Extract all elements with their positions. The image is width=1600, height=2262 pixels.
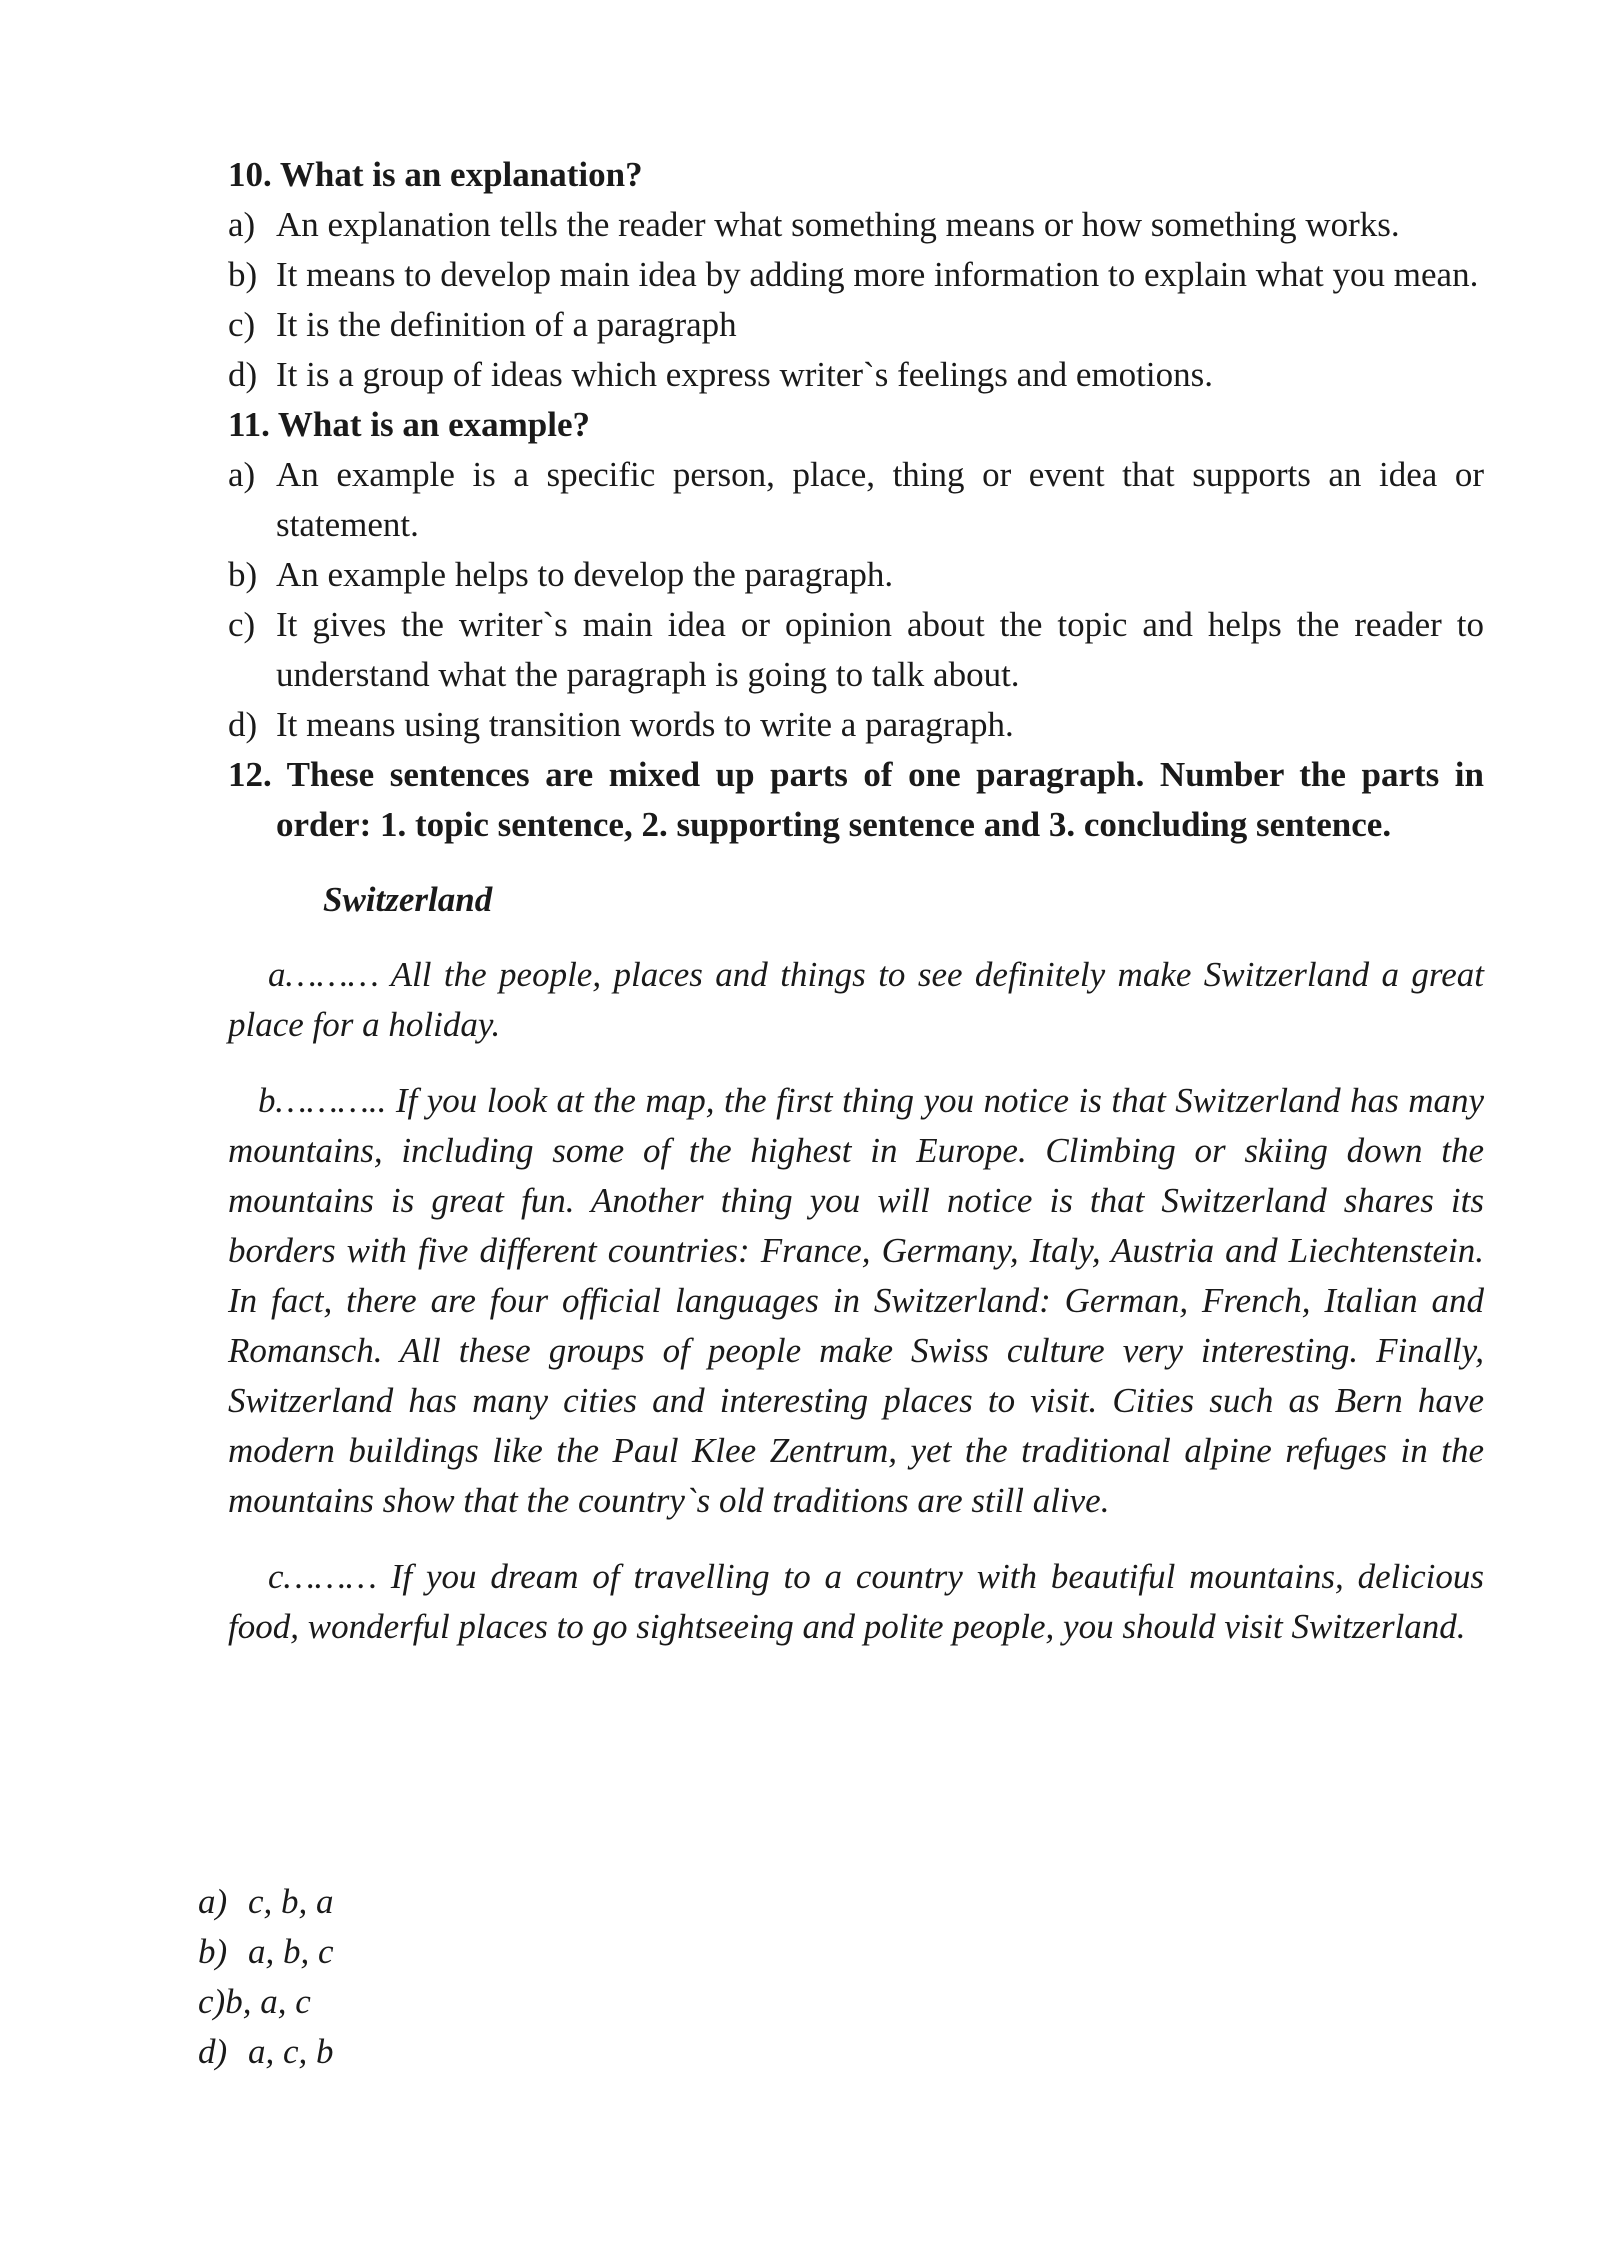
document-content [228, 150, 1484, 1678]
option-item [228, 700, 1484, 750]
option-item [228, 450, 1484, 550]
option-item [228, 600, 1484, 700]
answer-text: a, b, c [248, 1932, 334, 1971]
answer-option [198, 1927, 334, 1977]
option-item [228, 550, 1484, 600]
option-text: It means using transition words to write a paragraph. [276, 705, 1014, 744]
question-12 [228, 750, 1484, 850]
option-label: b) [228, 255, 258, 294]
question-title: 10. What is an explanation? [228, 155, 643, 194]
passage-title: Switzerland [323, 880, 493, 919]
paragraph-text: b……….. If you look at the map, the first thing you notice is that Switzerland has many mountains, including some of the highest in Europe. Climbing or skiing down the mountains is great fun. Another thing you will notice is that Switzerland shares its borders with five different countries: France, Germany, Italy, Austria and Liechtenstein. In fact, there are four official languages in Switzerland: German, French, Italian and Romansch. All these groups of people make Swiss culture very interesting. Finally, Switzerland has many cities and interesting places to visit. Cities such as Bern have modern buildings like the Paul Klee Zentrum, yet the traditional alpine refuges in the mountains show that the country`s old traditions are still alive. [228, 1081, 1484, 1520]
option-label: d) [228, 705, 258, 744]
option-text: It means to develop main idea by adding more information to explain what you mean. [276, 255, 1479, 294]
paragraph-text: c……… If you dream of travelling to a country with beautiful mountains, delicious food, wonderful places to go sightseeing and polite people, you should visit Switzerland. [228, 1557, 1484, 1646]
answer-label: a) [198, 1882, 228, 1921]
question-title: 11. What is an example? [228, 405, 591, 444]
option-label: c) [228, 305, 256, 344]
answer-text: a, c, b [248, 2032, 334, 2071]
option-item [228, 250, 1484, 300]
option-label: a) [228, 205, 256, 244]
option-text: An example helps to develop the paragraph. [276, 555, 894, 594]
question-10 [228, 150, 1484, 400]
answer-text: c, b, a [248, 1882, 334, 1921]
option-text: It is a group of ideas which express writer`s feelings and emotions. [276, 355, 1213, 394]
answer-choices [198, 1877, 334, 2077]
passage-paragraph-a [228, 950, 1484, 1050]
option-text: An explanation tells the reader what something means or how something works. [276, 205, 1400, 244]
option-label: d) [228, 355, 258, 394]
option-item [228, 350, 1484, 400]
answer-text: b, a, c [225, 1982, 311, 2021]
answer-option [198, 1977, 334, 2027]
option-label: a) [228, 455, 256, 494]
answer-label: c) [198, 1982, 226, 2021]
passage-paragraph-b [228, 1076, 1484, 1526]
option-label: c) [228, 605, 256, 644]
option-list [228, 450, 1484, 750]
option-text: An example is a specific person, place, thing or event that supports an idea or statement. [276, 455, 1484, 544]
answer-option [198, 1877, 334, 1927]
passage [228, 875, 1484, 1652]
paragraph-text: a……… All the people, places and things to see definitely make Switzerland a great place for a holiday. [228, 955, 1484, 1044]
option-label: b) [228, 555, 258, 594]
option-text: It gives the writer`s main idea or opinion about the topic and helps the reader to understand what the paragraph is going to talk about. [276, 605, 1484, 694]
answer-label: d) [198, 2032, 228, 2071]
answer-label: b) [198, 1932, 228, 1971]
option-item [228, 200, 1484, 250]
answer-option [198, 2027, 334, 2077]
question-11 [228, 400, 1484, 750]
option-text: It is the definition of a paragraph [276, 305, 737, 344]
option-item [228, 300, 1484, 350]
option-list [228, 200, 1484, 400]
passage-paragraph-c [228, 1552, 1484, 1652]
question-title: 12. These sentences are mixed up parts of one paragraph. Number the parts in order: 1. topic sentence, 2. supporting sentence and 3. concluding sentence. [228, 755, 1484, 844]
